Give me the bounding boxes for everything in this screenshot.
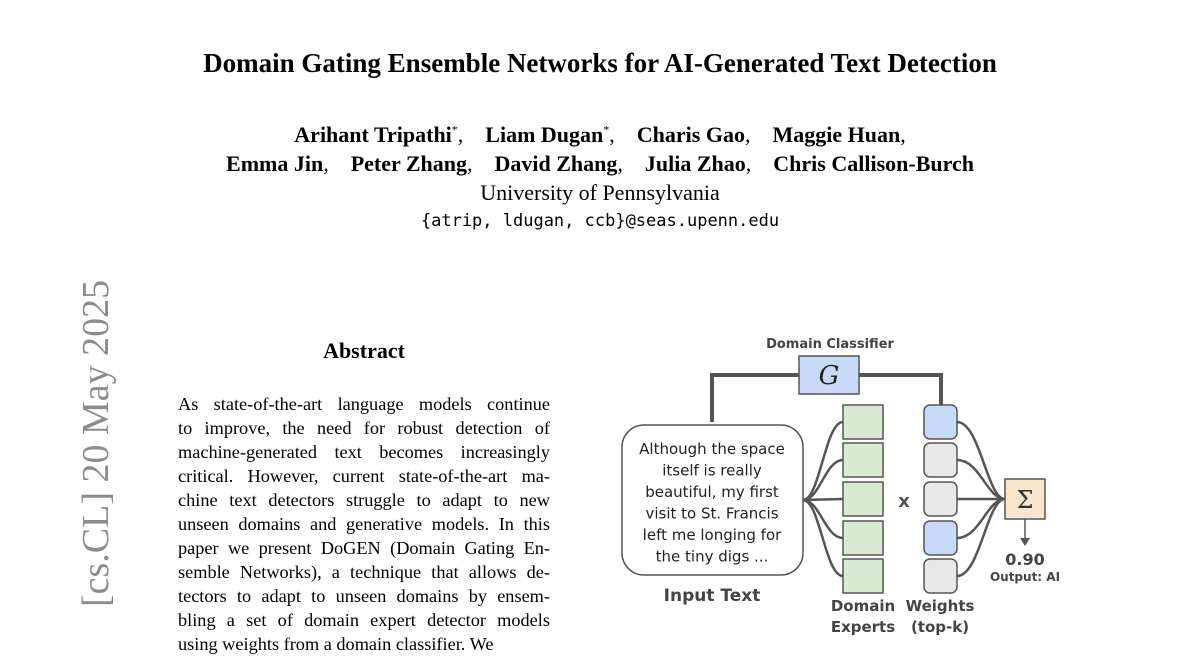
author-email: {atrip, ldugan, ccb}@seas.upenn.edu xyxy=(420,211,780,231)
abstract-line: paper we present DoGEN (Domain Gating En- xyxy=(178,538,550,558)
multiply-symbol: x xyxy=(898,491,910,512)
weights-label-line-1: Weights xyxy=(905,597,975,615)
abstract-line: chine text detectors struggle to adapt to new xyxy=(178,490,550,510)
author-name-text: Charis Gao xyxy=(636,122,745,147)
authors-line-2 xyxy=(0,151,1200,177)
author-name xyxy=(226,151,329,176)
weights-fanin-curves xyxy=(957,422,1005,576)
classifier-symbol: G xyxy=(818,361,840,391)
abstract-line: As state-of-the-art language models continue xyxy=(178,394,550,414)
weight-box xyxy=(924,559,957,593)
author-name-text: Peter Zhang xyxy=(350,151,468,176)
input-text-line: Although the space xyxy=(639,440,785,458)
author-name-text: Julia Zhao xyxy=(644,151,746,176)
author-separator: , xyxy=(900,122,906,147)
author-name xyxy=(485,122,614,147)
abstract-line: to improve, the need for robust detection of xyxy=(178,418,550,438)
arxiv-stamp-text: [cs.CL] 20 May 2025 xyxy=(75,279,117,607)
abstract-line: machine-generated text becomes increasingly xyxy=(178,442,550,462)
author-separator: , xyxy=(323,151,329,176)
author-name-text: Liam Dugan xyxy=(485,122,604,147)
input-text-line: the tiny digs ... xyxy=(655,547,769,566)
author-separator: , xyxy=(617,151,623,176)
classifier-to-weights-line xyxy=(859,375,941,405)
paper-title: Domain Gating Ensemble Networks for AI-Generated Text Detection xyxy=(203,48,997,78)
experts-label-line-1: Domain xyxy=(830,597,896,615)
weight-box xyxy=(924,443,957,477)
experts-label-line-2: Experts xyxy=(830,618,896,636)
author-name-text: Maggie Huan xyxy=(772,122,901,147)
weights-label-line-2: (top-k) xyxy=(910,618,970,636)
classifier-label: Domain Classifier xyxy=(766,337,894,352)
domain-expert-box xyxy=(843,559,883,593)
weight-box-selected xyxy=(924,405,957,439)
author-mark: * xyxy=(451,122,458,137)
abstract-line: critical. However, current state-of-the-art ma- xyxy=(178,466,550,486)
output-score: 0.90 xyxy=(1005,550,1045,569)
author-name xyxy=(645,151,751,176)
affiliation: University of Pennsylvania xyxy=(480,180,720,205)
author-separator: , xyxy=(745,151,752,176)
arxiv-stamp xyxy=(22,279,117,648)
author-name-text: Emma Jin xyxy=(226,151,324,176)
abstract-body xyxy=(178,392,550,654)
author-mark: * xyxy=(603,122,610,137)
author-separator: , xyxy=(457,122,464,147)
author-name xyxy=(294,122,463,147)
author-separator: , xyxy=(467,151,473,176)
authors-line-1 xyxy=(0,122,1200,148)
domain-expert-box xyxy=(843,405,883,439)
output-label: Output: AI xyxy=(989,570,1061,584)
abstract-line: semble Networks), a technique that allows de- xyxy=(178,562,550,582)
author-separator: , xyxy=(744,122,751,147)
author-separator: , xyxy=(609,122,615,147)
domain-expert-box xyxy=(843,482,883,516)
abstract-line: using weights from a domain classifier. We xyxy=(178,634,494,654)
dogen-figure xyxy=(615,330,1075,648)
author-name-text: Chris Callison-Burch xyxy=(773,151,974,176)
weight-box xyxy=(924,482,957,516)
sum-output-arrowhead xyxy=(1020,538,1030,546)
domain-expert-box xyxy=(843,443,883,477)
input-fanout-curves xyxy=(803,422,843,576)
input-label: Input Text xyxy=(663,586,761,606)
domain-expert-box xyxy=(843,521,883,555)
abstract-line: unseen domains and generative models. In this xyxy=(178,514,550,534)
author-name-text: David Zhang xyxy=(494,151,618,176)
input-text-line: itself is really xyxy=(662,461,762,480)
author-name xyxy=(637,122,751,147)
author-name xyxy=(495,151,623,176)
input-to-classifier-line xyxy=(712,375,799,422)
input-text-line: visit to St. Francis xyxy=(645,504,779,523)
sum-symbol: Σ xyxy=(1016,486,1034,514)
input-text-line: beautiful, my first xyxy=(645,483,779,501)
abstract-heading: Abstract xyxy=(323,338,405,363)
input-text-line: left me longing for xyxy=(642,526,782,544)
author-name xyxy=(772,122,905,147)
weight-box-selected xyxy=(924,521,957,555)
abstract-line: tectors to adapt to unseen domains by ensem- xyxy=(178,586,550,606)
author-name-text: Arihant Tripathi xyxy=(294,122,452,147)
author-name xyxy=(773,151,974,176)
abstract-line: bling a set of domain expert detector models xyxy=(178,610,550,630)
author-name xyxy=(351,151,473,176)
